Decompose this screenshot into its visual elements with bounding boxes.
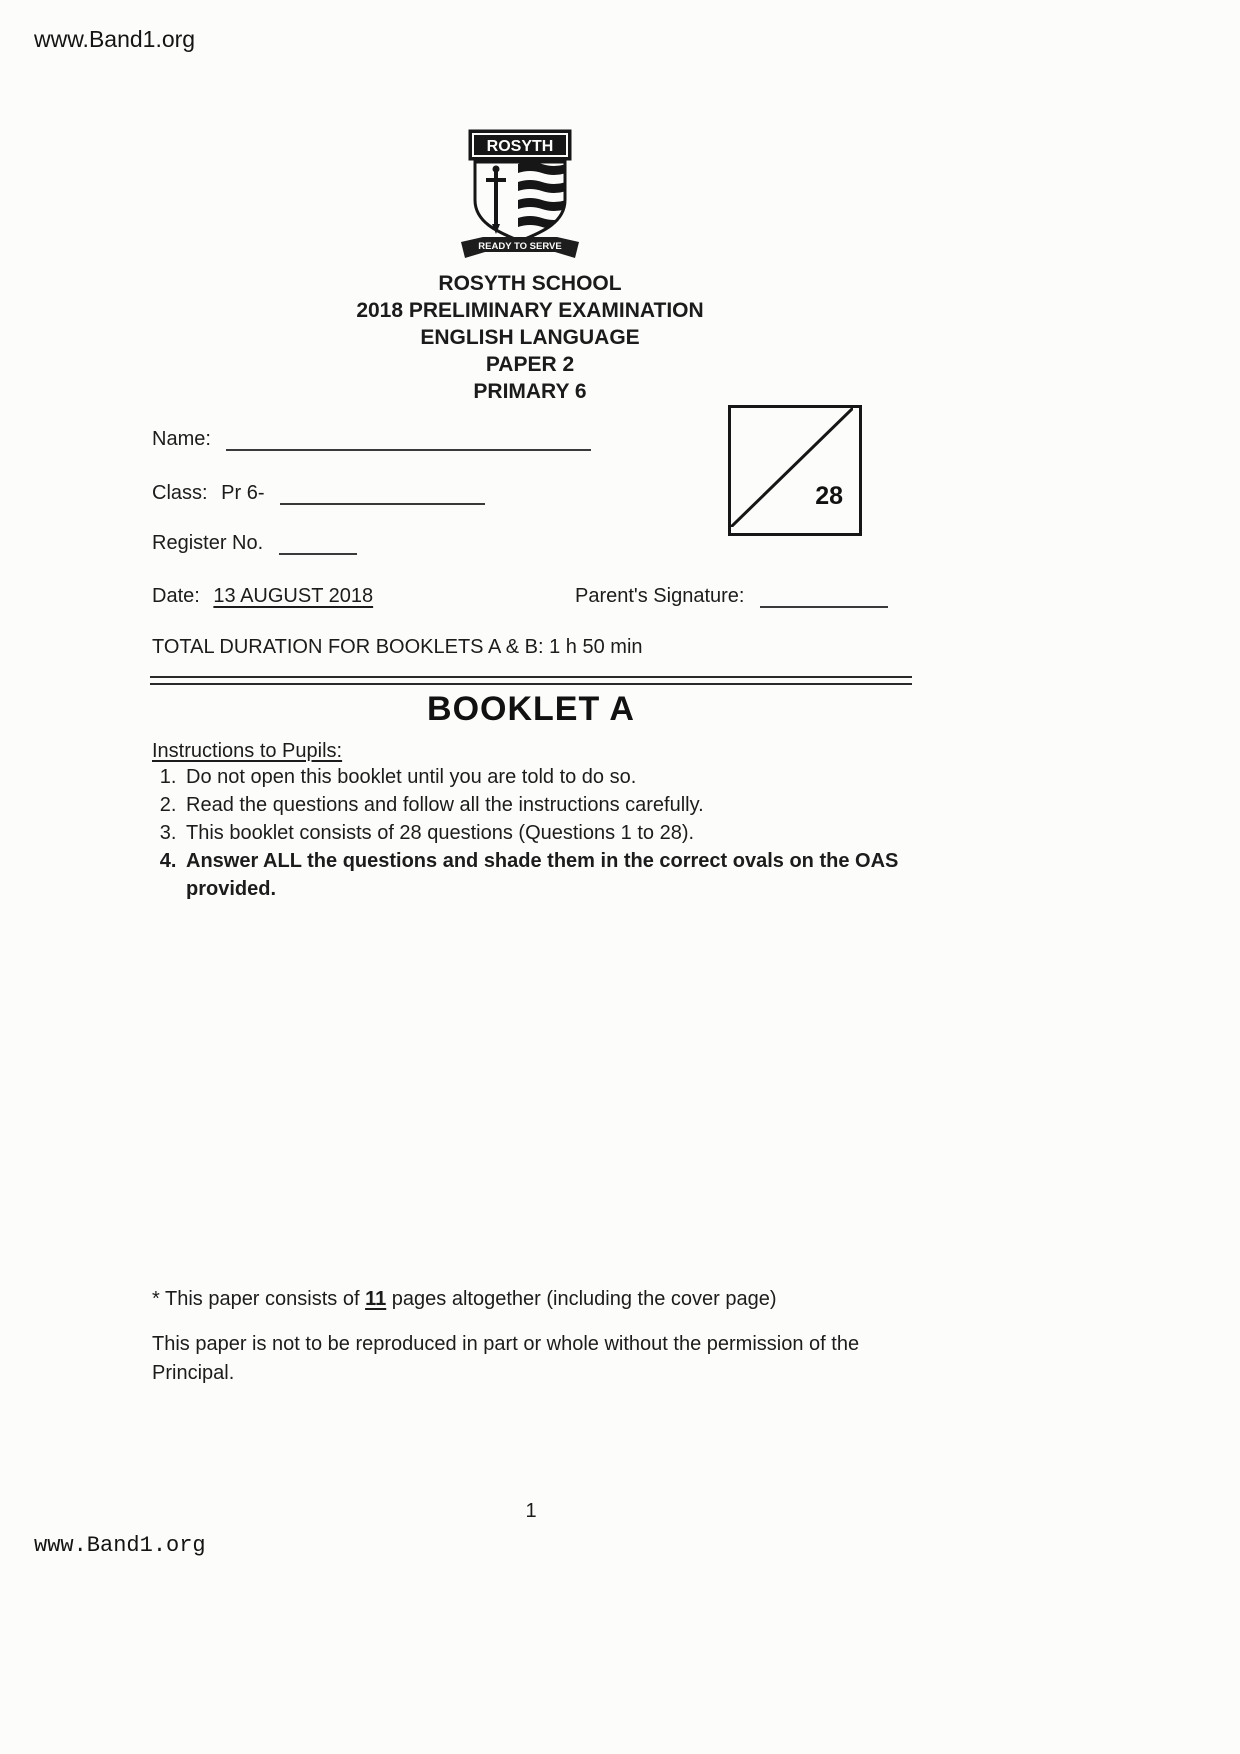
copyright-note: This paper is not to be reproduced in part or whole without the permission of the Principal. (152, 1333, 860, 1384)
class-row (152, 482, 485, 505)
instruction-item-3: 3. This booklet consists of 28 questions (Questions 1 to 28). (182, 819, 908, 847)
watermark-bottom: www.Band1.org (34, 1533, 206, 1558)
watermark-top: www.Band1.org (34, 26, 196, 52)
level-title: PRIMARY 6 (473, 380, 587, 403)
instruction-item-4: 4. Answer ALL the questions and shade them in the correct ovals on the OAS provided. (182, 847, 908, 903)
header-block (150, 270, 910, 405)
page-number: 1 (525, 1500, 537, 1522)
parent-signature-blank-line (760, 588, 888, 608)
crest-graphic (455, 128, 585, 270)
exam-title: 2018 PRELIMINARY EXAMINATION (356, 299, 704, 322)
date-value: 13 AUGUST 2018 (213, 585, 374, 607)
pages-note (152, 1288, 777, 1311)
name-label: Name: (152, 428, 211, 450)
register-label: Register No. (152, 532, 264, 554)
name-row (152, 428, 591, 451)
score-box (728, 405, 862, 536)
score-total: 28 (815, 482, 843, 510)
booklet-title: BOOKLET A (427, 690, 635, 728)
school-name: ROSYTH SCHOOL (438, 272, 622, 295)
instruction-item-1: 1. Do not open this booklet until you are told to do so. (182, 763, 908, 791)
instruction-item-2: 2. Read the questions and follow all the instructions carefully. (182, 791, 908, 819)
class-label: Class: (152, 482, 208, 504)
subject-title: ENGLISH LANGUAGE (420, 326, 640, 349)
duration-note: TOTAL DURATION FOR BOOKLETS A & B: 1 h 50 min (152, 636, 643, 658)
date-label: Date: (152, 585, 200, 607)
pages-count: 11 (365, 1288, 387, 1310)
pages-note-prefix: * This paper consists of (152, 1288, 366, 1310)
parent-signature-label: Parent's Signature: (575, 585, 745, 607)
parent-signature-row (575, 585, 888, 608)
date-row (152, 585, 373, 608)
instructions-heading: Instructions to Pupils: (152, 740, 343, 762)
register-row (152, 532, 357, 555)
crest-name-text: ROSYTH (486, 138, 554, 155)
instructions-list (152, 763, 908, 903)
class-blank-line (280, 485, 485, 505)
crest-motto-text: READY TO SERVE (478, 241, 562, 252)
paper-title: PAPER 2 (485, 353, 575, 376)
crest-motto-ribbon (461, 237, 579, 258)
class-prefix: Pr 6- (221, 482, 265, 504)
school-crest (455, 128, 585, 270)
pages-note-suffix: pages altogether (including the cover page) (386, 1288, 777, 1310)
name-blank-line (226, 431, 591, 451)
register-blank-line (279, 535, 357, 555)
double-rule-divider (150, 676, 912, 685)
